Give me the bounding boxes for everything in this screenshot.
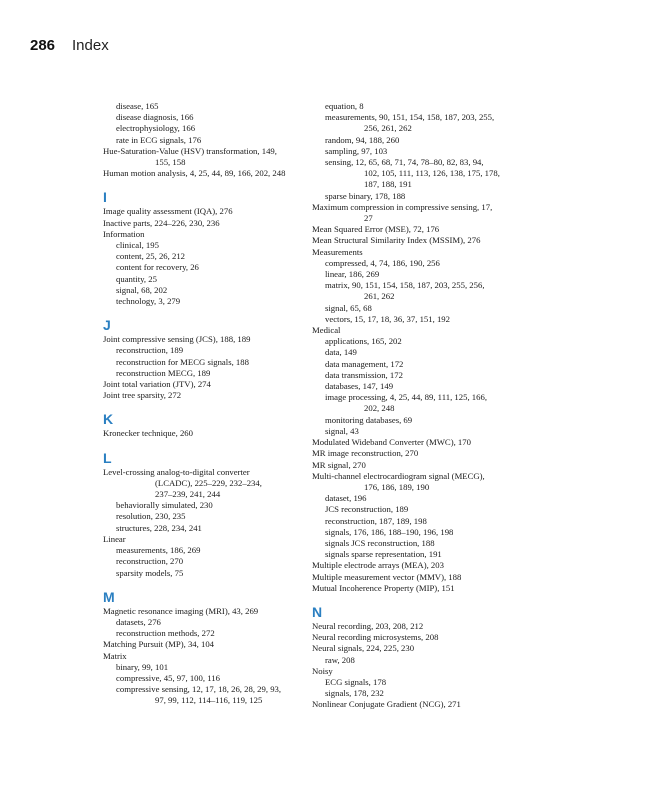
index-subentry: sampling, 97, 103	[325, 145, 388, 156]
index-subentry: technology, 3, 279	[116, 296, 181, 307]
index-subentry: 202, 248	[364, 403, 395, 414]
index-subentry: reconstruction for MECG signals, 188	[116, 356, 249, 367]
index-subentry: data transmission, 172	[325, 369, 403, 380]
index-entry: Multiple measurement vector (MMV), 188	[312, 571, 462, 582]
index-subentry: disease, 165	[116, 101, 159, 111]
index-entry: Human motion analysis, 4, 25, 44, 89, 166, 202, 248	[103, 168, 286, 179]
index-column-left	[103, 101, 303, 707]
index-subentry: random, 94, 188, 260	[325, 134, 400, 145]
index-subentry: signal, 68, 202	[116, 284, 168, 295]
index-subentry: vectors, 15, 17, 18, 36, 37, 151, 192	[325, 313, 450, 324]
index-subentry: reconstruction, 189	[116, 345, 184, 356]
index-subentry: binary, 99, 101	[116, 661, 169, 672]
index-entry: Linear	[103, 533, 126, 544]
index-entry: Neural recording, 203, 208, 212	[312, 620, 424, 631]
index-subentry: reconstruction MECG, 189	[116, 367, 211, 378]
index-entry: Matrix	[103, 650, 127, 661]
index-subentry: monitoring databases, 69	[325, 414, 413, 425]
index-subentry: signals JCS reconstruction, 188	[325, 537, 435, 548]
index-subentry: signal, 43	[325, 425, 359, 436]
index-subentry: ECG signals, 178	[325, 676, 387, 687]
section-letter-heading: I	[103, 189, 107, 206]
index-subentry: rate in ECG signals, 176	[116, 134, 202, 145]
index-subentry: sparse binary, 178, 188	[325, 190, 406, 201]
section-letter-heading: N	[312, 603, 323, 620]
index-subentry: 261, 262	[364, 291, 395, 302]
index-subentry: equation, 8	[325, 101, 364, 111]
index-subentry: 102, 105, 111, 113, 126, 138, 175, 178,	[364, 168, 500, 179]
index-entry: Neural signals, 224, 225, 230	[312, 643, 415, 654]
index-subentry: clinical, 195	[116, 240, 159, 251]
index-subentry: reconstruction, 270	[116, 556, 184, 567]
index-entry: MR signal, 270	[312, 459, 366, 470]
index-entry: Mean Structural Similarity Index (MSSIM), 276	[312, 235, 481, 246]
index-entry: Mutual Incoherence Property (MIP), 151	[312, 582, 455, 593]
index-entry: Maximum compression in compressive sensing, 17,	[312, 201, 493, 212]
index-entry: Matching Pursuit (MP), 34, 104	[103, 639, 215, 650]
index-entry: Joint tree sparsity, 272	[103, 390, 182, 401]
index-subentry: signals sparse representation, 191	[325, 549, 442, 560]
section-letter-heading: L	[103, 449, 112, 466]
index-subentry: measurements, 186, 269	[116, 545, 201, 556]
index-subentry: measurements, 90, 151, 154, 158, 187, 203, 255,	[325, 112, 495, 123]
index-entry: Multi-channel electrocardiogram signal (MECG),	[312, 470, 485, 481]
index-subentry: 97, 99, 112, 114–116, 119, 125	[155, 695, 263, 706]
index-entry: Magnetic resonance imaging (MRI), 43, 269	[103, 605, 259, 616]
index-column-right	[312, 101, 532, 711]
index-subentry: sparsity models, 75	[116, 567, 184, 578]
index-entry: Noisy	[312, 665, 333, 676]
index-subentry: structures, 228, 234, 241	[116, 522, 202, 533]
index-subentry: 27	[364, 213, 373, 224]
index-subentry: reconstruction methods, 272	[116, 628, 215, 639]
index-entry: Neural recording microsystems, 208	[312, 632, 439, 643]
index-subentry: matrix, 90, 151, 154, 158, 187, 203, 255, 256,	[325, 280, 485, 291]
index-entry: Multiple electrode arrays (MEA), 203	[312, 560, 444, 571]
section-letter-heading: J	[103, 317, 111, 334]
index-entry: Measurements	[312, 246, 363, 257]
index-entry: Hue-Saturation-Value (HSV) transformation, 149,	[103, 145, 277, 156]
index-subentry: signals, 176, 186, 188–190, 196, 198	[325, 526, 454, 537]
index-entry: Level-crossing analog-to-digital converter	[103, 466, 250, 477]
index-subentry: image processing, 4, 25, 44, 89, 111, 125, 166,	[325, 392, 487, 403]
index-entry: Joint total variation (JTV), 274	[103, 379, 211, 390]
index-subentry: compressive, 45, 97, 100, 116	[116, 672, 220, 683]
index-subentry: signals, 178, 232	[325, 688, 384, 699]
index-subentry: data, 149	[325, 347, 357, 358]
index-subentry: JCS reconstruction, 189	[325, 504, 409, 515]
index-subentry: (LCADC), 225–229, 232–234,	[155, 477, 262, 488]
index-entry: Mean Squared Error (MSE), 72, 176	[312, 224, 440, 235]
index-subentry: compressive sensing, 12, 17, 18, 26, 28, 29, 93,	[116, 684, 282, 695]
index-subentry: content for recovery, 26	[116, 262, 199, 273]
section-letter-heading: M	[103, 588, 115, 605]
index-entry: Modulated Wideband Converter (MWC), 170	[312, 437, 471, 448]
index-entry: Joint compressive sensing (JCS), 188, 189	[103, 334, 251, 345]
index-subentry: disease diagnosis, 166	[116, 112, 194, 123]
index-entry: Medical	[312, 325, 341, 336]
index-entry: Kronecker technique, 260	[103, 428, 193, 439]
index-subentry: electrophysiology, 166	[116, 123, 196, 134]
index-entry: Inactive parts, 224–226, 230, 236	[103, 217, 220, 228]
page-number: 286	[30, 37, 56, 54]
index-subentry: behaviorally simulated, 230	[116, 500, 213, 511]
index-subentry: linear, 186, 269	[325, 269, 380, 280]
index-subentry: resolution, 230, 235	[116, 511, 186, 522]
index-subentry: data management, 172	[325, 358, 404, 369]
index-subentry: reconstruction, 187, 189, 198	[325, 515, 427, 526]
index-subentry: databases, 147, 149	[325, 381, 394, 392]
section-letter-heading: K	[103, 411, 114, 428]
index-subentry: applications, 165, 202	[325, 336, 402, 347]
index-subentry: datasets, 276	[116, 616, 161, 627]
index-entry: Information	[103, 228, 145, 239]
index-subentry: 155, 158	[155, 157, 186, 168]
index-subentry: 237–239, 241, 244	[155, 489, 221, 500]
index-subentry: 187, 188, 191	[364, 179, 412, 190]
index-entry: Image quality assessment (IQA), 276	[103, 206, 233, 217]
index-subentry: dataset, 196	[325, 493, 367, 504]
index-subentry: signal, 65, 68	[325, 302, 372, 313]
index-subentry: quantity, 25	[116, 273, 157, 284]
page-title: Index	[72, 37, 109, 54]
index-subentry: content, 25, 26, 212	[116, 251, 186, 262]
index-entry: MR image reconstruction, 270	[312, 448, 419, 459]
index-subentry: raw, 208	[325, 654, 355, 665]
index-subentry: compressed, 4, 74, 186, 190, 256	[325, 257, 440, 268]
index-entry: Nonlinear Conjugate Gradient (NCG), 271	[312, 699, 461, 710]
index-subentry: sensing, 12, 65, 68, 71, 74, 78–80, 82, 83, 94,	[325, 157, 484, 168]
index-subentry: 256, 261, 262	[364, 123, 412, 134]
index-subentry: 176, 186, 189, 190	[364, 481, 430, 492]
